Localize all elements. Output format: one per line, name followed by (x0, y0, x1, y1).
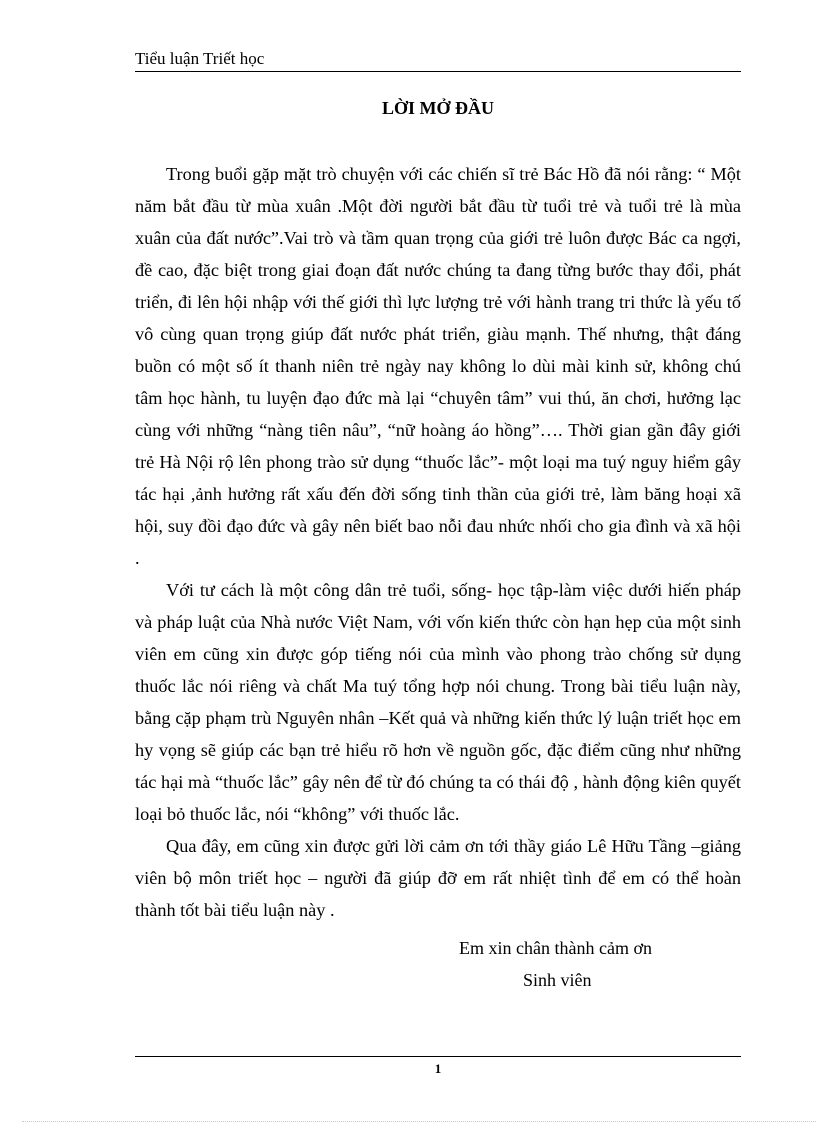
closing-thanks: Em xin chân thành cảm ơn (459, 938, 652, 958)
paragraph-acknowledgement: Qua đây, em cũng xin được gửi lời cảm ơn tới thầy giáo Lê Hữu Tầng –giảng viên bộ môn triết học – người đã giúp đỡ em rất nhiệt tình để em có thể hoàn thành tốt bài tiểu luận này . (135, 836, 741, 920)
running-header (135, 49, 741, 72)
page-bottom-edge (22, 1121, 816, 1122)
paragraph-intro: Trong buổi gặp mặt trò chuyện với các chiến sĩ trẻ Bác Hồ đã nói rằng: “ Một năm bắt đầu từ mùa xuân .Một đời người bắt đầu từ tuổi trẻ và tuổi trẻ là mùa xuân của đất nước”.Vai trò và tầm quan trọng của giới trẻ luôn được Bác ca ngợi, đề cao, đặc biệt trong giai đoạn đất nước chúng ta đang từng bước thay đổi, phát triển, đi lên hội nhập với thế giới thì lực lượng trẻ với hành trang tri thức là yếu tố vô cùng quan trọng giúp đất nước phát triển, giàu mạnh. Thế nhưng, thật đáng buồn có một số ít thanh niên trẻ ngày nay không lo dùi mài kinh sử, không chú tâm học hành, tu luyện đạo đức mà lại “chuyên tâm” vui thú, ăn chơi, hưởng lạc cùng với những “nàng tiên nâu”, “nữ hoàng áo hồng”…. Thời gian gần đây giới trẻ Hà Nội rộ lên phong trào sử dụng “thuốc lắc”- một loại ma tuý nguy hiểm gây tác hại ,ảnh hưởng rất xấu đến đời sống tinh thần của giới trẻ, làm băng hoại xã hội, suy đồi đạo đức và gây nên biết bao nỗi đau nhức nhối cho gia đình và xã hội . (135, 164, 741, 568)
paragraph-purpose: Với tư cách là một công dân trẻ tuổi, sống- học tập-làm việc dưới hiến pháp và pháp luật của Nhà nước Việt Nam, với vốn kiến thức còn hạn hẹp của một sinh viên em cũng xin được góp tiếng nói của mình vào phong trào chống sử dụng thuốc lắc nói riêng và chất Ma tuý tổng hợp nói chung. Trong bài tiểu luận này, bằng cặp phạm trù Nguyên nhân –Kết quả và những kiến thức lý luận triết học em hy vọng sẽ giúp các bạn trẻ hiểu rõ hơn về nguồn gốc, đặc điểm cũng như những tác hại mà “thuốc lắc” gây nên để từ đó chúng ta có thái độ , hành động kiên quyết loại bỏ thuốc lắc, nói “không” với thuốc lắc. (135, 580, 741, 824)
running-header-title: Tiểu luận Triết học (135, 49, 265, 68)
page-number: 1 (434, 1061, 442, 1076)
body-text (135, 158, 741, 926)
page-title: LỜI MỞ ĐẦU (382, 98, 494, 118)
footer-divider (135, 1056, 741, 1057)
closing-signature: Sinh viên (523, 970, 592, 990)
